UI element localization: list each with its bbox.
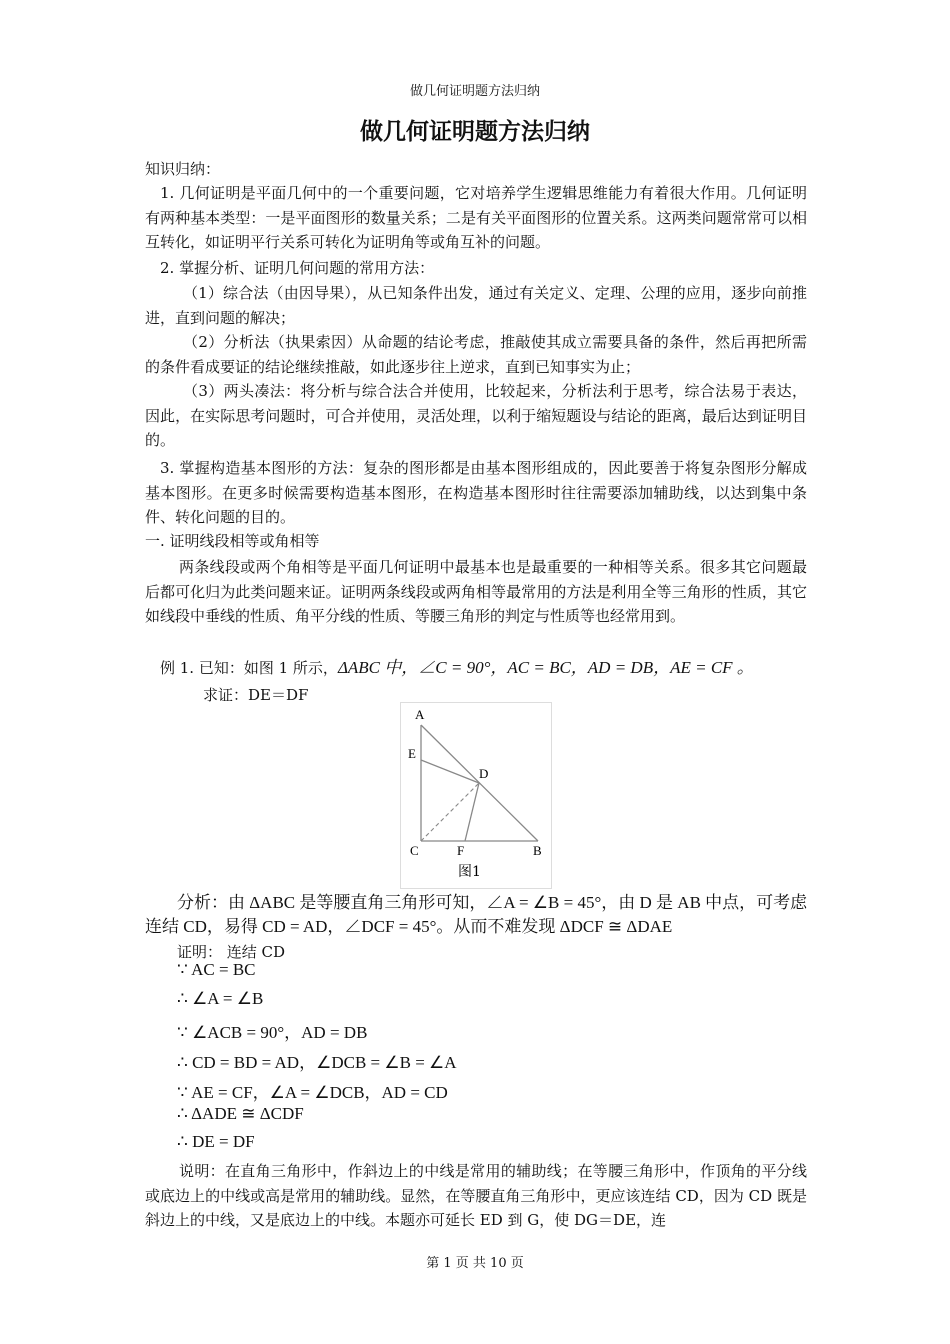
proof-step-3: ∵ ∠ACB = 90°，AD = DB — [177, 1023, 368, 1042]
example-1-prove: 求证：DE＝DF — [203, 686, 309, 704]
section-label: 知识归纳： — [145, 160, 221, 178]
example-1-conditions: ΔABC 中，∠C = 90°，AC = BC，AD = DB，AE = CF 。 — [337, 658, 754, 677]
page-footer: 第 1 页 共 10 页 — [426, 1256, 524, 1271]
method-both-ends: （3）两头凑法：将分析与综合法合并使用，比较起来，分析法利于思考，综合法易于表达，因此，在实际思考问题时，可合并使用，灵活处理，以利于缩短题设与结论的距离，最后达到证明目的。 — [145, 382, 807, 449]
example-1-prefix: 例 1. 已知：如图 1 所示， — [160, 659, 338, 677]
proof-step-7: ∴ DE = DF — [177, 1132, 255, 1151]
remark-paragraph: 说明：在直角三角形中，作斜边上的中线是常用的辅助线；在等腰三角形中，作顶角的平分线或底边上的中线或高是常用的辅助线。显然，在等腰直角三角形中，更应该连结 CD，因为 CD 既是斜边上的中线，又是底边上的中线。本题亦可延长 ED 到 G，使 DG＝DE，连 — [145, 1162, 807, 1229]
segment-ed — [421, 760, 479, 783]
analysis-line-2: 连结 CD，易得 CD = AD，∠DCF = 45°。从而不难发现 ΔDCF ≅ ΔDAE — [145, 917, 673, 936]
proof-label: 证明： 连结 CD — [177, 943, 286, 961]
document-title: 做几何证明题方法归纳 — [360, 118, 590, 145]
section-1-paragraph: 两条线段或两个角相等是平面几何证明中最基本也是最重要的一种相等关系。很多其它问题最后都可化归为此类问题来证。证明两条线段或两角相等最常用的方法是利用全等三角形的性质，其它如线段中垂线的性质、角平分线的性质、等腰三角形的判定与性质等也经常用到。 — [145, 558, 807, 625]
proof-step-5: ∵ AE = CF，∠A = ∠DCB，AD = CD — [177, 1083, 448, 1102]
label-e: E — [408, 746, 416, 761]
paragraph-2: 2. 掌握分析、证明几何问题的常用方法： — [160, 259, 435, 277]
segment-cd-dashed — [421, 783, 479, 841]
figure-caption: 图1 — [458, 864, 481, 880]
proof-step-1: ∵ AC = BC — [177, 960, 256, 979]
proof-step-2: ∴ ∠A = ∠B — [177, 989, 264, 1008]
label-b: B — [533, 843, 542, 858]
paragraph-3: 3. 掌握构造基本图形的方法：复杂的图形都是由基本图形组成的，因此要善于将复杂图形分解成基本图形。在更多时候需要构造基本图形，在构造基本图形时往往需要添加辅助线，以达到集中条件、转化问题的目的。 — [145, 459, 807, 526]
method-analysis: （2）分析法（执果索因）从命题的结论考虑，推敲使其成立需要具备的条件，然后再把所需的条件看成要证的结论继续推敲，如此逐步往上逆求，直到已知事实为止； — [145, 333, 807, 376]
label-a: A — [415, 707, 425, 722]
method-synthesis: （1）综合法（由因导果），从已知条件出发，通过有关定义、定理、公理的应用，逐步向前推进，直到问题的解决； — [145, 284, 807, 327]
segment-df — [465, 783, 479, 841]
running-header: 做几何证明题方法归纳 — [409, 84, 540, 99]
analysis-line-1: 分析：由 ΔABC 是等腰直角三角形可知，∠A = ∠B = 45°，由 D 是 AB 中点，可考虑 — [177, 893, 808, 912]
section-heading-1: 一. 证明线段相等或角相等 — [145, 532, 320, 550]
label-d: D — [479, 766, 489, 781]
paragraph-1: 1. 几何证明是平面几何中的一个重要问题，它对培养学生逻辑思维能力有着很大作用。几何证明有两种基本类型：一是平面图形的数量关系；二是有关平面图形的位置关系。这两类问题常常可以相互转化，如证明平行关系可转化为证明角等或角互补的问题。 — [145, 184, 807, 251]
proof-step-6: ∴ ΔADE ≅ ΔCDF — [177, 1104, 304, 1123]
label-f: F — [457, 843, 465, 858]
figure-1 — [400, 702, 552, 889]
example-1-statement — [160, 653, 754, 679]
label-c: C — [410, 843, 419, 858]
proof-step-4: ∴ CD = BD = AD，∠DCB = ∠B = ∠A — [177, 1053, 457, 1072]
triangle-diagram — [401, 703, 551, 888]
